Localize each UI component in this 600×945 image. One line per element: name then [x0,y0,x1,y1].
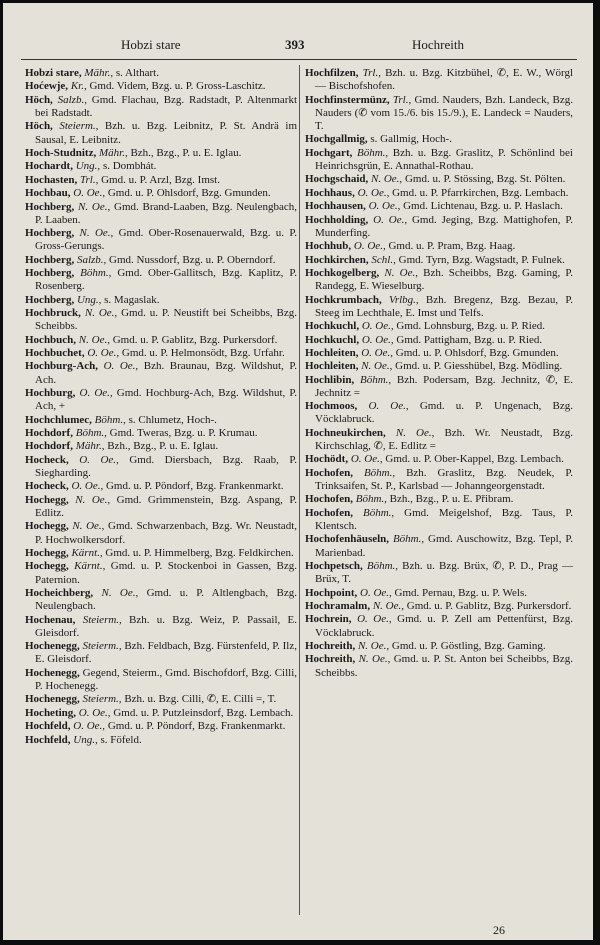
gazetteer-entry [305,613,573,639]
entry-headword: Hochfilzen, [305,67,359,79]
entry-region: O. Oe., [361,333,394,346]
entry-region: O. Oe., [357,186,390,199]
entry-headword: Hochfinstermünz, [305,93,390,106]
entry-region: N. Oe., [75,493,111,506]
entry-region: N. Oe., [372,600,404,612]
gazetteer-entry [305,94,573,134]
entry-headword: Hobzi stare, [25,67,82,79]
gazetteer-entry [305,427,573,453]
gazetteer-entry [305,560,573,586]
entry-text: Gmd. Tweras, Bzg. u. P. Krumau. [109,427,258,440]
entry-headword: Hochhaus, [305,186,355,199]
entry-region: Böhm., [94,413,126,426]
entry-headword: Höch, [25,93,53,106]
gazetteer-entry [305,334,573,347]
right-column [305,67,573,927]
entry-headword: Hochdorf, [25,440,73,453]
entry-region: Böhm., [75,427,107,440]
entry-text: Gmd. Ober-Rosenauerwald, Bzg. u. P. Gross-Gerungs. [35,227,297,253]
entry-region: O. Oe., [350,453,383,466]
entry-headword: Hocheck, [25,480,69,493]
entry-text: Gmd. Grimmenstein, Bzg. Aspang, P. Edlitz. [35,493,297,520]
gazetteer-entry [305,67,573,93]
entry-text: Gmd. u. P. Arzl, Bzg. Imst. [101,173,220,186]
entry-region: O. Oe., [87,347,120,360]
entry-headword: Hochgschaid, [305,173,369,186]
entry-headword: Hochbuch, [25,333,77,346]
entry-headword: Hochrein, [305,613,352,626]
entry-text: Gmd. Pernau, Bzg. u. P. Wels. [394,586,527,599]
gazetteer-entry [25,334,297,347]
entry-text: Bzh. u. Bzg. Weiz, P. Passail, E. Gleisdorf. [35,613,297,639]
entry-text: Gmd. u. P. Pfarrkirchen, Bzg. Lembach. [392,186,569,199]
gazetteer-entry [25,667,297,693]
gazetteer-entry [25,547,297,560]
entry-region: Ung., [75,160,101,173]
entry-headword: Hochfeld, [25,720,71,733]
gazetteer-entry [25,587,297,613]
entry-headword: Hochenegg, [25,693,80,706]
entry-text: s. Althart. [115,67,159,79]
gazetteer-entry [25,187,297,200]
entry-text: Bzh., Bzg., P. u. E. Iglau. [130,146,242,159]
entry-headword: Hochasten, [25,173,78,186]
gazetteer-entry [25,560,297,586]
entry-region: Böhm., [355,493,387,506]
entry-headword: Hochpoint, [305,586,358,599]
entry-text: Gmd. u. P. Stössing, Bzg. St. Pölten. [404,173,566,186]
entry-region: O. Oe., [79,387,113,400]
entry-region: N. Oe., [72,520,105,533]
entry-region: O. Oe., [353,240,386,253]
entry-headword: Hochfeld, [25,733,71,746]
entry-text: Gmd. Jeging, Bzg. Mattighofen, P. Munderfing. [315,213,573,239]
entry-region: N. Oe., [384,266,418,279]
entry-region: O. Oe., [73,720,106,733]
gazetteer-entry [25,267,297,293]
entry-headword: Höch, [25,120,53,133]
entry-text: Gmd. u. P. Pöndorf, Bzg. Frankenmarkt. [107,720,286,733]
entry-text: Gmd. u. P. Gablitz, Bzg. Purkersdorf. [112,333,278,346]
gazetteer-entry [25,347,297,360]
entry-region: N. Oe., [371,173,403,186]
entry-region: O. Oe., [103,360,139,373]
entry-text: Gmd. u. P. Helmonsödt, Bzg. Urfahr. [121,347,285,360]
entry-text: s. Gallmig, Hoch-. [370,133,452,146]
entry-text: Gmd. u. P. Neustift bei Scheibbs, Bzg. Scheibbs. [35,307,297,333]
entry-headword: Hochreith, [305,653,356,666]
gazetteer-entry [305,467,573,493]
gazetteer-entry [25,254,297,267]
entry-text: Bzh. Podersam, Bzg. Jechnitz, ✆, E. Jechnitz = [315,373,573,399]
entry-text: Bzh. u. Bzg. Kitzbühel, ✆, E. W., Wörgl — Bischofshofen. [315,67,573,93]
entry-headword: Hochofen, [305,466,353,479]
entry-text: Gmd. u. P. Ohlsdorf, Bzg. Gmunden. [395,346,559,359]
entry-text: Gmd. u. P. Ungenach, Bzg. Vöcklabruck. [315,400,573,426]
dictionary-page [3,3,593,940]
entry-headword: Hochholding, [305,213,369,226]
entry-region: O. Oe., [361,346,393,359]
gazetteer-entry [305,187,573,200]
entry-headword: Hochbau, [25,187,71,200]
gazetteer-entry [305,453,573,466]
entry-headword: Hochramalm, [305,600,371,612]
entry-headword: Hochkuchl, [305,320,360,333]
entry-region: N. Oe., [395,426,435,439]
gazetteer-entry [305,653,573,679]
entry-headword: Hochberg, [25,227,75,240]
gazetteer-entry [25,440,297,453]
entry-text: Gmd. u. P. Altlengbach, Bzg. Neulengbach. [35,586,297,613]
entry-text: s. Föfeld. [100,733,142,746]
entry-headword: Hochleiten, [305,346,359,359]
gazetteer-entry [305,374,573,400]
left-column [25,67,297,927]
entry-region: O. Oe., [79,453,119,466]
entry-region: Ung., [76,293,102,306]
gazetteer-entry [25,414,297,427]
entry-headword: Hochgallmig, [305,133,368,146]
gazetteer-entry [305,533,573,559]
entry-text: Gmd. Lichtenau, Bzg. u. P. Haslach. [403,200,563,213]
entry-headword: Hochhub, [305,240,352,253]
entry-text: Gmd. Brand-Laaben, Bzg. Neulengbach, P. Laaben. [35,200,297,226]
gazetteer-entry [305,133,573,146]
entry-text: Bzh. Bregenz, Bzg. Bezau, P. Steeg im Lechthale, E. Imst und Telfs. [315,293,573,319]
entry-headword: Hochkogelberg, [305,266,380,279]
gazetteer-entry [305,507,573,533]
page-header [3,37,593,57]
gazetteer-entry [25,201,297,227]
entry-headword: Hoch-Studnitz, [25,146,97,159]
entry-headword: Hocheting, [25,706,77,719]
entry-headword: Hochenau, [25,613,76,626]
header-right-term: Hochreith [412,37,464,52]
entry-text: Gmd. Tyrn, Bzg. Wagstadt, P. Fulnek. [398,253,565,266]
entry-headword: Hochenegg, [25,640,80,653]
entry-region: O. Oe., [368,200,401,213]
entry-region: Böhm., [362,506,395,519]
gazetteer-entry [305,640,573,653]
gazetteer-entry [25,294,297,307]
entry-headword: Hochbuchet, [25,347,85,360]
entry-headword: Hochgart, [305,146,353,159]
entry-headword: Hochberg, [25,200,75,213]
gazetteer-entry [305,320,573,333]
entry-region: N. Oe., [78,200,111,213]
gazetteer-entry [305,147,573,173]
entry-text: Gmd. Schwarzenbach, Bzg. Wr. Neustadt, P. Hochwolkersdorf. [35,520,297,546]
gazetteer-entry [25,520,297,546]
entry-text: Gmd. Hochburg-Ach, Bzg. Wildshut, P. Ach, + [35,387,297,413]
gazetteer-entry [25,614,297,640]
entry-headword: Hochofen, [305,506,353,519]
column-divider [299,65,300,915]
entry-text: Bzh. Scheibbs, Bzg. Gaming, P. Randegg, E. Wieselburg. [315,266,573,293]
gazetteer-entry [305,254,573,267]
entry-text: Gmd. u. P. Zell am Pettenfürst, Bzg. Vöcklabruck. [315,613,573,639]
gazetteer-entry [25,80,297,93]
entry-text: Bzh. Graslitz, Bzg. Neudek, P. Trinksaifen, St. P., Karlsbad — Johanngeorgenstadt. [315,466,573,493]
entry-text: s. Chlumetz, Hoch-. [128,413,217,426]
entry-text: Bzh. Wr. Neustadt, Bzg. Kirchschlag, ✆, E. Edlitz = [315,426,573,453]
entry-text: s. Magaslak. [104,293,160,306]
entry-region: Steierm., [82,640,122,653]
gazetteer-entry [25,494,297,520]
gazetteer-entry [305,600,573,613]
entry-text: Gmd. Lohnsburg, Bzg. u. P. Ried. [396,320,545,333]
entry-headword: Hoćewje, [25,80,69,93]
entry-headword: Hochardt, [25,160,73,173]
gazetteer-entry [25,720,297,733]
entry-text: Gmd. Diersbach, Bzg. Raab, P. Siegharding. [35,453,297,480]
entry-headword: Hochburg, [25,387,76,400]
entry-headword: Hochenegg, [25,666,80,679]
entry-text: Bzh., Bzg., P. u. E. Iglau. [107,440,219,453]
entry-text: Bzh. u. Bzg. Brüx, ✆, P. D., Prag — Brüx, T. [315,560,573,586]
gazetteer-entry [305,294,573,320]
entry-region: O. Oe., [73,187,106,200]
entry-text: Bzh., Bzg., P. u. E. Přibram. [389,493,514,506]
entry-region: Kr., [70,80,87,93]
entry-text: Gmd. Flachau, Bzg. Radstadt, P. Altenmarkt bei Radstadt. [35,93,297,119]
entry-headword: Hochegg, [25,520,69,533]
entry-region: N. Oe., [101,586,139,599]
entry-text: Gmd. Meigelshof, Bzg. Taus, P. Klentsch. [315,506,573,533]
entry-headword: Hochleiten, [305,360,359,373]
entry-headword: Hochberg, [25,253,75,266]
entry-headword: Hochödt, [305,453,349,466]
entry-text: Bzh. u. Bzg. Leibnitz, P. St. Andrä im Sausal, E. Leibnitz. [35,120,297,146]
entry-headword: Hochhausen, [305,200,366,213]
gazetteer-entry [25,454,297,480]
entry-region: O. Oe., [71,480,104,493]
entry-text: Gmd. Videm, Bzg. u. P. Gross-Laschitz. [89,80,266,93]
gazetteer-entry [25,734,297,747]
entry-region: Trl., [80,173,99,186]
entry-headword: Hochofen, [305,493,353,506]
gazetteer-entry [305,587,573,600]
gazetteer-entry [25,160,297,173]
gazetteer-entry [25,480,297,493]
entry-text: Gmd. Nussdorf, Bzg. u. P. Oberndorf. [109,253,276,266]
entry-region: N. Oe., [361,360,393,373]
entry-headword: Hochmoos, [305,400,358,413]
entry-text: Gmd. u. P. Giesshübel, Bzg. Mödling. [395,360,563,373]
entry-region: N. Oe., [78,333,110,346]
entry-region: Böhm., [363,466,396,479]
gazetteer-entry [305,240,573,253]
gazetteer-entry [305,347,573,360]
entry-region: Trl., [392,93,412,106]
gazetteer-entry [305,267,573,293]
entry-region: Salzb., [76,253,107,266]
entry-region: Schl., [371,253,396,266]
entry-region: Kärnt., [74,560,106,573]
gazetteer-entry [305,200,573,213]
entry-headword: Hochchlumec, [25,413,92,426]
gazetteer-entry [305,360,573,373]
entry-region: Steierm., [82,613,122,626]
entry-headword: Hochkirchen, [305,253,369,266]
entry-headword: Hochlibin, [305,373,355,386]
entry-region: Mähr., [98,146,128,159]
entry-region: Salzb., [57,93,87,106]
gazetteer-entry [25,147,297,160]
entry-headword: Hochberg, [25,293,75,306]
entry-headword: Hochkuchl, [305,333,360,346]
entry-region: Ung., [73,733,98,746]
entry-headword: Hochberg, [25,267,75,280]
entry-text: Gmd. u. P. Himmelberg, Bzg. Feldkirchen. [105,547,294,559]
entry-headword: Hochofenhäuseln, [305,533,390,546]
entry-headword: Hochbruck, [25,307,81,320]
entry-text: Gmd. Auschowitz, Bzg. Tepl, P. Marienbad. [315,533,573,559]
entry-text: Gmd. u. P. Ober-Kappel, Bzg. Lembach. [385,453,564,466]
gazetteer-entry [25,307,297,333]
gazetteer-entry [25,707,297,720]
entry-text: Gmd. Ober-Gallitsch, Bzg. Kaplitz, P. Rosenberg. [35,267,297,293]
entry-text: Gmd. u. P. Ohlsdorf, Bzg. Gmunden. [107,187,271,200]
entry-text: Bzh. Feldbach, Bzg. Fürstenfeld, P. Ilz, E. Gleisdorf. [35,640,297,666]
gazetteer-entry [305,493,573,506]
gazetteer-entry [305,214,573,240]
entry-text: Gegend, Steierm., Gmd. Bischofdorf, Bzg. Cilli, P. Hochenegg. [35,666,297,692]
entry-region: Trl., [362,67,381,79]
gazetteer-entry [25,427,297,440]
header-rule [21,59,577,60]
entry-headword: Hochneukirchen, [305,426,386,439]
entry-headword: Hochreith, [305,639,356,652]
entry-region: O. Oe., [361,320,394,333]
entry-region: Böhm., [366,560,399,573]
gazetteer-entry [25,360,297,386]
gazetteer-entry [25,693,297,706]
entry-region: Böhm., [392,533,425,546]
entry-region: Steierm., [82,693,122,706]
entry-region: Mähr., [75,440,105,453]
gazetteer-entry [25,94,297,120]
entry-region: O. Oe., [360,586,392,599]
gazetteer-entry [305,400,573,426]
entry-headword: Hochegg, [25,547,69,559]
entry-text: Gmd. u. P. Pöndorf, Bzg. Frankenmarkt. [105,480,284,493]
signature-mark: 26 [493,923,505,937]
entry-region: O. Oe., [373,213,408,226]
entry-region: O. Oe., [368,400,409,413]
gazetteer-entry [25,67,297,80]
page-number: 393 [285,37,305,52]
entry-text: Gmd. u. P. St. Anton bei Scheibbs, Bzg. Scheibbs. [315,653,573,679]
gazetteer-entry [25,227,297,253]
entry-text: Gmd. Pattigham, Bzg. u. P. Ried. [396,333,543,346]
entry-headword: Hocheck, [25,453,69,466]
entry-region: Kärnt., [71,547,103,559]
gazetteer-entry [25,174,297,187]
entry-text: Gmd. u. P. Stockenboi in Gassen, Bzg. Paternion. [35,560,297,586]
entry-headword: Hochegg, [25,560,69,573]
entry-text: Bzh. u. Bzg. Graslitz, P. Schönlind bei Heinrichsgrün, E. Annathal-Rothau. [315,146,573,172]
entry-region: Böhm., [359,373,392,386]
entry-headword: Hochdorf, [25,427,73,440]
entry-text: Gmd. u. P. Göstling, Bzg. Gaming. [391,639,546,652]
gazetteer-entry [305,173,573,186]
entry-region: N. Oe., [357,639,390,652]
entry-text: s. Dombhát. [102,160,157,173]
entry-region: Steierm., [59,120,99,133]
gazetteer-entry [25,120,297,146]
entry-headword: Hochburg-Ach, [25,360,99,373]
header-left-term: Hobzi stare [121,37,181,52]
entry-text: Gmd. u. P. Gablitz, Bzg. Purkersdorf. [406,600,572,612]
entry-region: Böhm., [80,267,112,280]
entry-text: Bzh. Braunau, Bzg. Wildshut, P. Ach. [35,360,297,386]
entry-region: Böhm., [356,146,389,159]
entry-text: Gmd. Nauders, Bzh. Landeck, Bzg. Nauders (✆ vom 15./6. bis 15./9.), E. Landeck = Nauders, T. [315,93,573,132]
entry-text: Bzh. u. Bzg. Cilli, ✆, E. Cilli =, T. [124,693,277,706]
entry-headword: Hochpetsch, [305,560,363,573]
entry-headword: Hocheichberg, [25,586,94,599]
entry-region: Mähr., [84,67,114,79]
gazetteer-entry [25,387,297,413]
entry-text: Gmd. u. P. Putzleinsdorf, Bzg. Lembach. [113,706,294,719]
entry-region: O. Oe., [78,706,111,719]
entry-region: N. Oe., [84,307,118,320]
entry-region: N. Oe., [358,653,391,666]
entry-headword: Hochegg, [25,493,69,506]
entry-headword: Hochkrumbach, [305,293,382,306]
entry-region: O. Oe., [357,613,392,626]
entry-text: Gmd. u. P. Pram, Bzg. Haag. [388,240,516,253]
entry-region: N. Oe., [79,227,114,240]
gazetteer-entry [25,640,297,666]
entry-region: Vrlbg., [388,293,419,306]
